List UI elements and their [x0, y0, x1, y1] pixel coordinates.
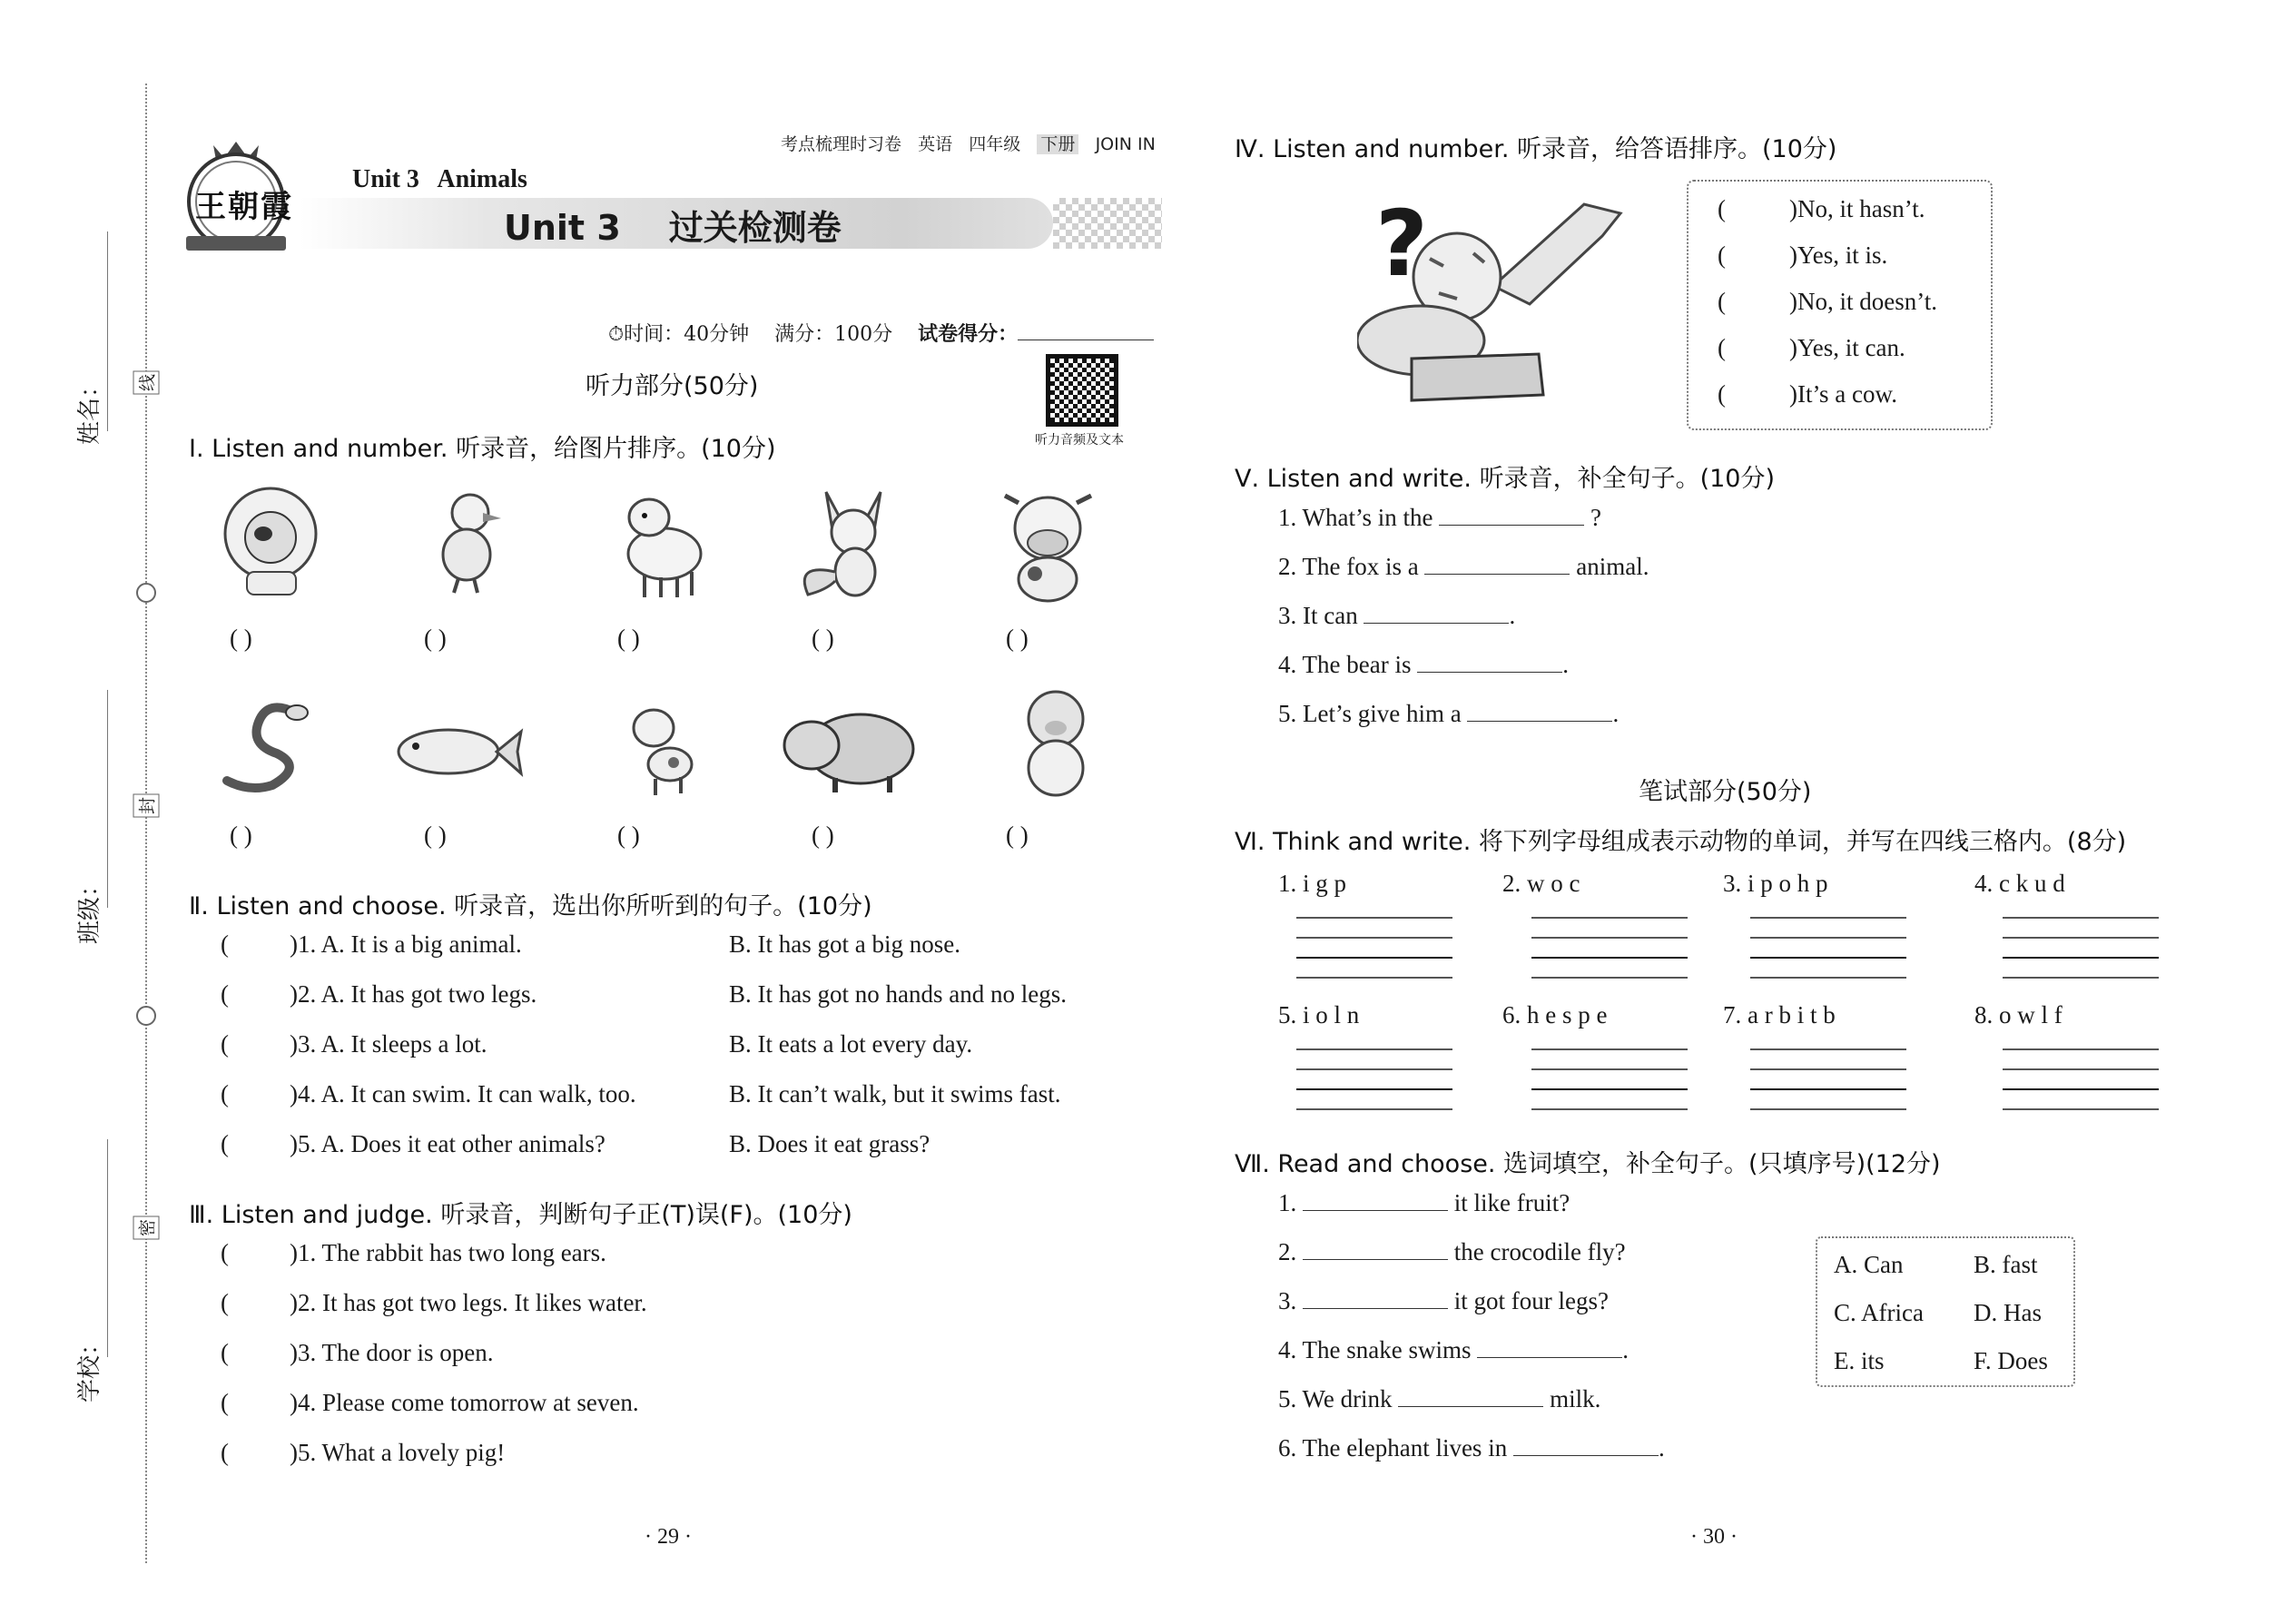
writing-grid[interactable] [2003, 917, 2159, 980]
answer-paren[interactable]: ( ) [230, 625, 252, 652]
banner-checker [1053, 198, 1162, 249]
question-mark-icon: ? [1375, 191, 1429, 297]
scrambled-word: 1. i g p [1278, 870, 1347, 897]
scrambled-word: 2. w o c [1502, 870, 1580, 897]
binding-mark-line: 线 [133, 371, 160, 395]
scrambled-word: 5. i o l n [1278, 1001, 1360, 1029]
writing-part-title: 笔试部分(50分) [1639, 778, 1812, 806]
section-2-heading: Ⅱ. Listen and choose. 听录音，选出你所听到的句子。(10分) [189, 892, 872, 920]
scrambled-word: 8. o w l f [1974, 1001, 2063, 1029]
binding-mark-secret: 密 [133, 1216, 160, 1240]
fill-blank[interactable] [1303, 1258, 1448, 1260]
unit-subtitle: Unit 3 Animals [352, 165, 527, 193]
binding-solid-line [107, 231, 108, 431]
fill-blank[interactable] [1303, 1307, 1448, 1309]
listening-part-title: 听力部分(50分) [586, 372, 759, 400]
list-item: 3. it got four legs? [1278, 1287, 1609, 1314]
qr-code [1046, 354, 1118, 427]
answer-paren[interactable]: ( ) [1006, 625, 1029, 652]
section-4-heading: Ⅳ. Listen and number. 听录音，给答语排序。(10分) [1235, 135, 1837, 163]
writing-grid[interactable] [1531, 917, 1688, 980]
fox-picture [790, 481, 899, 604]
sheep-picture [608, 481, 717, 604]
list-item: ( )3. A. It sleeps a lot. B. It eats a lot every day. [221, 1030, 973, 1058]
list-item: ( )Yes, it can. [1718, 334, 1905, 361]
duck-picture [427, 484, 508, 597]
list-item: ( )It’s a cow. [1718, 380, 1897, 408]
fill-blank[interactable] [1439, 524, 1584, 526]
cow-picture [991, 483, 1105, 605]
answer-paren[interactable]: ( ) [617, 625, 640, 652]
school-label: 学校： [76, 1331, 103, 1403]
fill-blank[interactable] [1513, 1454, 1659, 1456]
fill-blank[interactable] [1417, 671, 1562, 673]
page-number-right: · 30 · [1690, 1525, 1738, 1549]
list-item: 1. it like fruit? [1278, 1189, 1570, 1216]
list-item: ( )5. What a lovely pig! [221, 1439, 506, 1466]
list-item: ( )2. A. It has got two legs. B. It has got no hands and no legs. [221, 980, 1067, 1008]
section-5-list [1278, 504, 1649, 749]
section-7-list [1278, 1189, 1665, 1483]
page-title: Unit 3 过关检测卷 [504, 208, 842, 248]
list-item: ( )No, it hasn’t. [1718, 195, 1925, 222]
scrambled-word: 6. h e s p e [1502, 1001, 1608, 1029]
list-item: 2. the crocodile fly? [1278, 1238, 1626, 1265]
list-item: ( )3. The door is open. [221, 1339, 494, 1366]
list-item: ( )1. The rabbit has two long ears. [221, 1239, 606, 1266]
list-item: 4. The bear is . [1278, 651, 1569, 678]
hippo-picture [781, 704, 917, 794]
list-item: ( )2. It has got two legs. It likes water. [221, 1289, 647, 1316]
series-info: 考点梳理时习卷 英语 四年级 下册 JOIN IN [781, 134, 1156, 154]
answer-paren[interactable]: ( ) [812, 625, 834, 652]
qr-caption: 听力音频及文本 [1035, 433, 1124, 448]
word-option: A. Can [1834, 1251, 1904, 1278]
fill-blank[interactable] [1398, 1405, 1543, 1407]
list-item: 6. The elephant lives in . [1278, 1434, 1665, 1462]
exam-meta: ⏱时间：40分钟 满分：100分 试卷得分： [596, 296, 1154, 347]
list-item: ( )1. A. It is a big animal. B. It has got a big nose. [221, 930, 960, 958]
fish-picture [392, 719, 524, 782]
dog-picture [615, 699, 706, 799]
section-3-list [221, 1239, 1038, 1489]
binding-dotted-line [145, 84, 147, 1563]
section-6-heading: Ⅵ. Think and write. 将下列字母组成表示动物的单词，并写在四线三格内。(8分) [1235, 828, 2127, 856]
word-option: C. Africa [1834, 1299, 1924, 1326]
fill-blank[interactable] [1424, 573, 1570, 575]
section-3-heading: Ⅲ. Listen and judge. 听录音，判断句子正(T)误(F)。(10分) [189, 1201, 852, 1229]
list-item: ( )5. A. Does it eat other animals? B. Does it eat grass? [221, 1130, 930, 1157]
name-label: 姓名： [76, 373, 103, 445]
word-option: D. Has [1974, 1299, 2042, 1326]
fill-blank[interactable] [1303, 1209, 1448, 1211]
list-item: ( )4. Please come tomorrow at seven. [221, 1389, 639, 1416]
list-item: 2. The fox is a animal. [1278, 553, 1649, 580]
class-label: 班级： [76, 872, 103, 944]
binding-hole-icon [136, 583, 156, 603]
fill-blank[interactable] [1477, 1356, 1622, 1358]
answer-paren[interactable]: ( ) [617, 822, 640, 849]
word-bank [1816, 1236, 2075, 1387]
list-item: ( )Yes, it is. [1718, 241, 1888, 269]
writing-grid[interactable] [1750, 917, 1906, 980]
answer-box [1687, 180, 1993, 430]
list-item: ( )4. A. It can swim. It can walk, too. B. It can’t walk, but it swims fast. [221, 1080, 1061, 1107]
pig-picture [1006, 683, 1106, 801]
list-item: ( )No, it doesn’t. [1718, 288, 1937, 315]
list-item: 3. It can . [1278, 602, 1516, 629]
scrambled-word: 4. c k u d [1974, 870, 2065, 897]
page-number-left: · 29 · [645, 1525, 692, 1549]
list-item: 1. What’s in the ? [1278, 504, 1601, 531]
snake-picture [222, 694, 313, 794]
writing-grid[interactable] [1531, 1048, 1688, 1112]
binding-mark-seal: 封 [133, 794, 160, 818]
answer-paren[interactable]: ( ) [230, 822, 252, 849]
section-7-heading: Ⅶ. Read and choose. 选词填空，补全句子。(只填序号)(12分) [1235, 1150, 1941, 1178]
section-5-heading: Ⅴ. Listen and write. 听录音，补全句子。(10分) [1235, 465, 1775, 493]
scrambled-word: 3. i p o h p [1723, 870, 1828, 897]
list-item: 5. We drink milk. [1278, 1385, 1601, 1412]
word-option: F. Does [1974, 1347, 2048, 1374]
writing-grid[interactable] [1296, 1048, 1452, 1112]
section-2-list [221, 930, 1128, 1180]
fill-blank[interactable] [1467, 720, 1612, 722]
binding-solid-line [107, 690, 108, 908]
word-option: E. its [1834, 1347, 1885, 1374]
binding-solid-line [107, 1139, 108, 1357]
writing-grid[interactable] [2003, 1048, 2159, 1112]
writing-grid[interactable] [1296, 917, 1452, 980]
writing-grid[interactable] [1750, 1048, 1906, 1112]
scrambled-word: 7. a r b i t b [1723, 1001, 1836, 1029]
answer-paren[interactable]: ( ) [1006, 822, 1029, 849]
list-item: 5. Let’s give him a . [1278, 700, 1620, 727]
binding-hole-icon [136, 1006, 156, 1026]
list-item: 4. The snake swims . [1278, 1336, 1629, 1363]
section-1-heading: Ⅰ. Listen and number. 听录音，给图片排序。(10分) [189, 435, 776, 463]
answer-paren[interactable]: ( ) [424, 822, 447, 849]
answer-paren[interactable]: ( ) [424, 625, 447, 652]
logo-text: 王朝霞 [195, 189, 293, 225]
lion-picture [216, 481, 330, 599]
answer-paren[interactable]: ( ) [812, 822, 834, 849]
fill-blank[interactable] [1364, 622, 1509, 624]
word-option: B. fast [1974, 1251, 2038, 1278]
